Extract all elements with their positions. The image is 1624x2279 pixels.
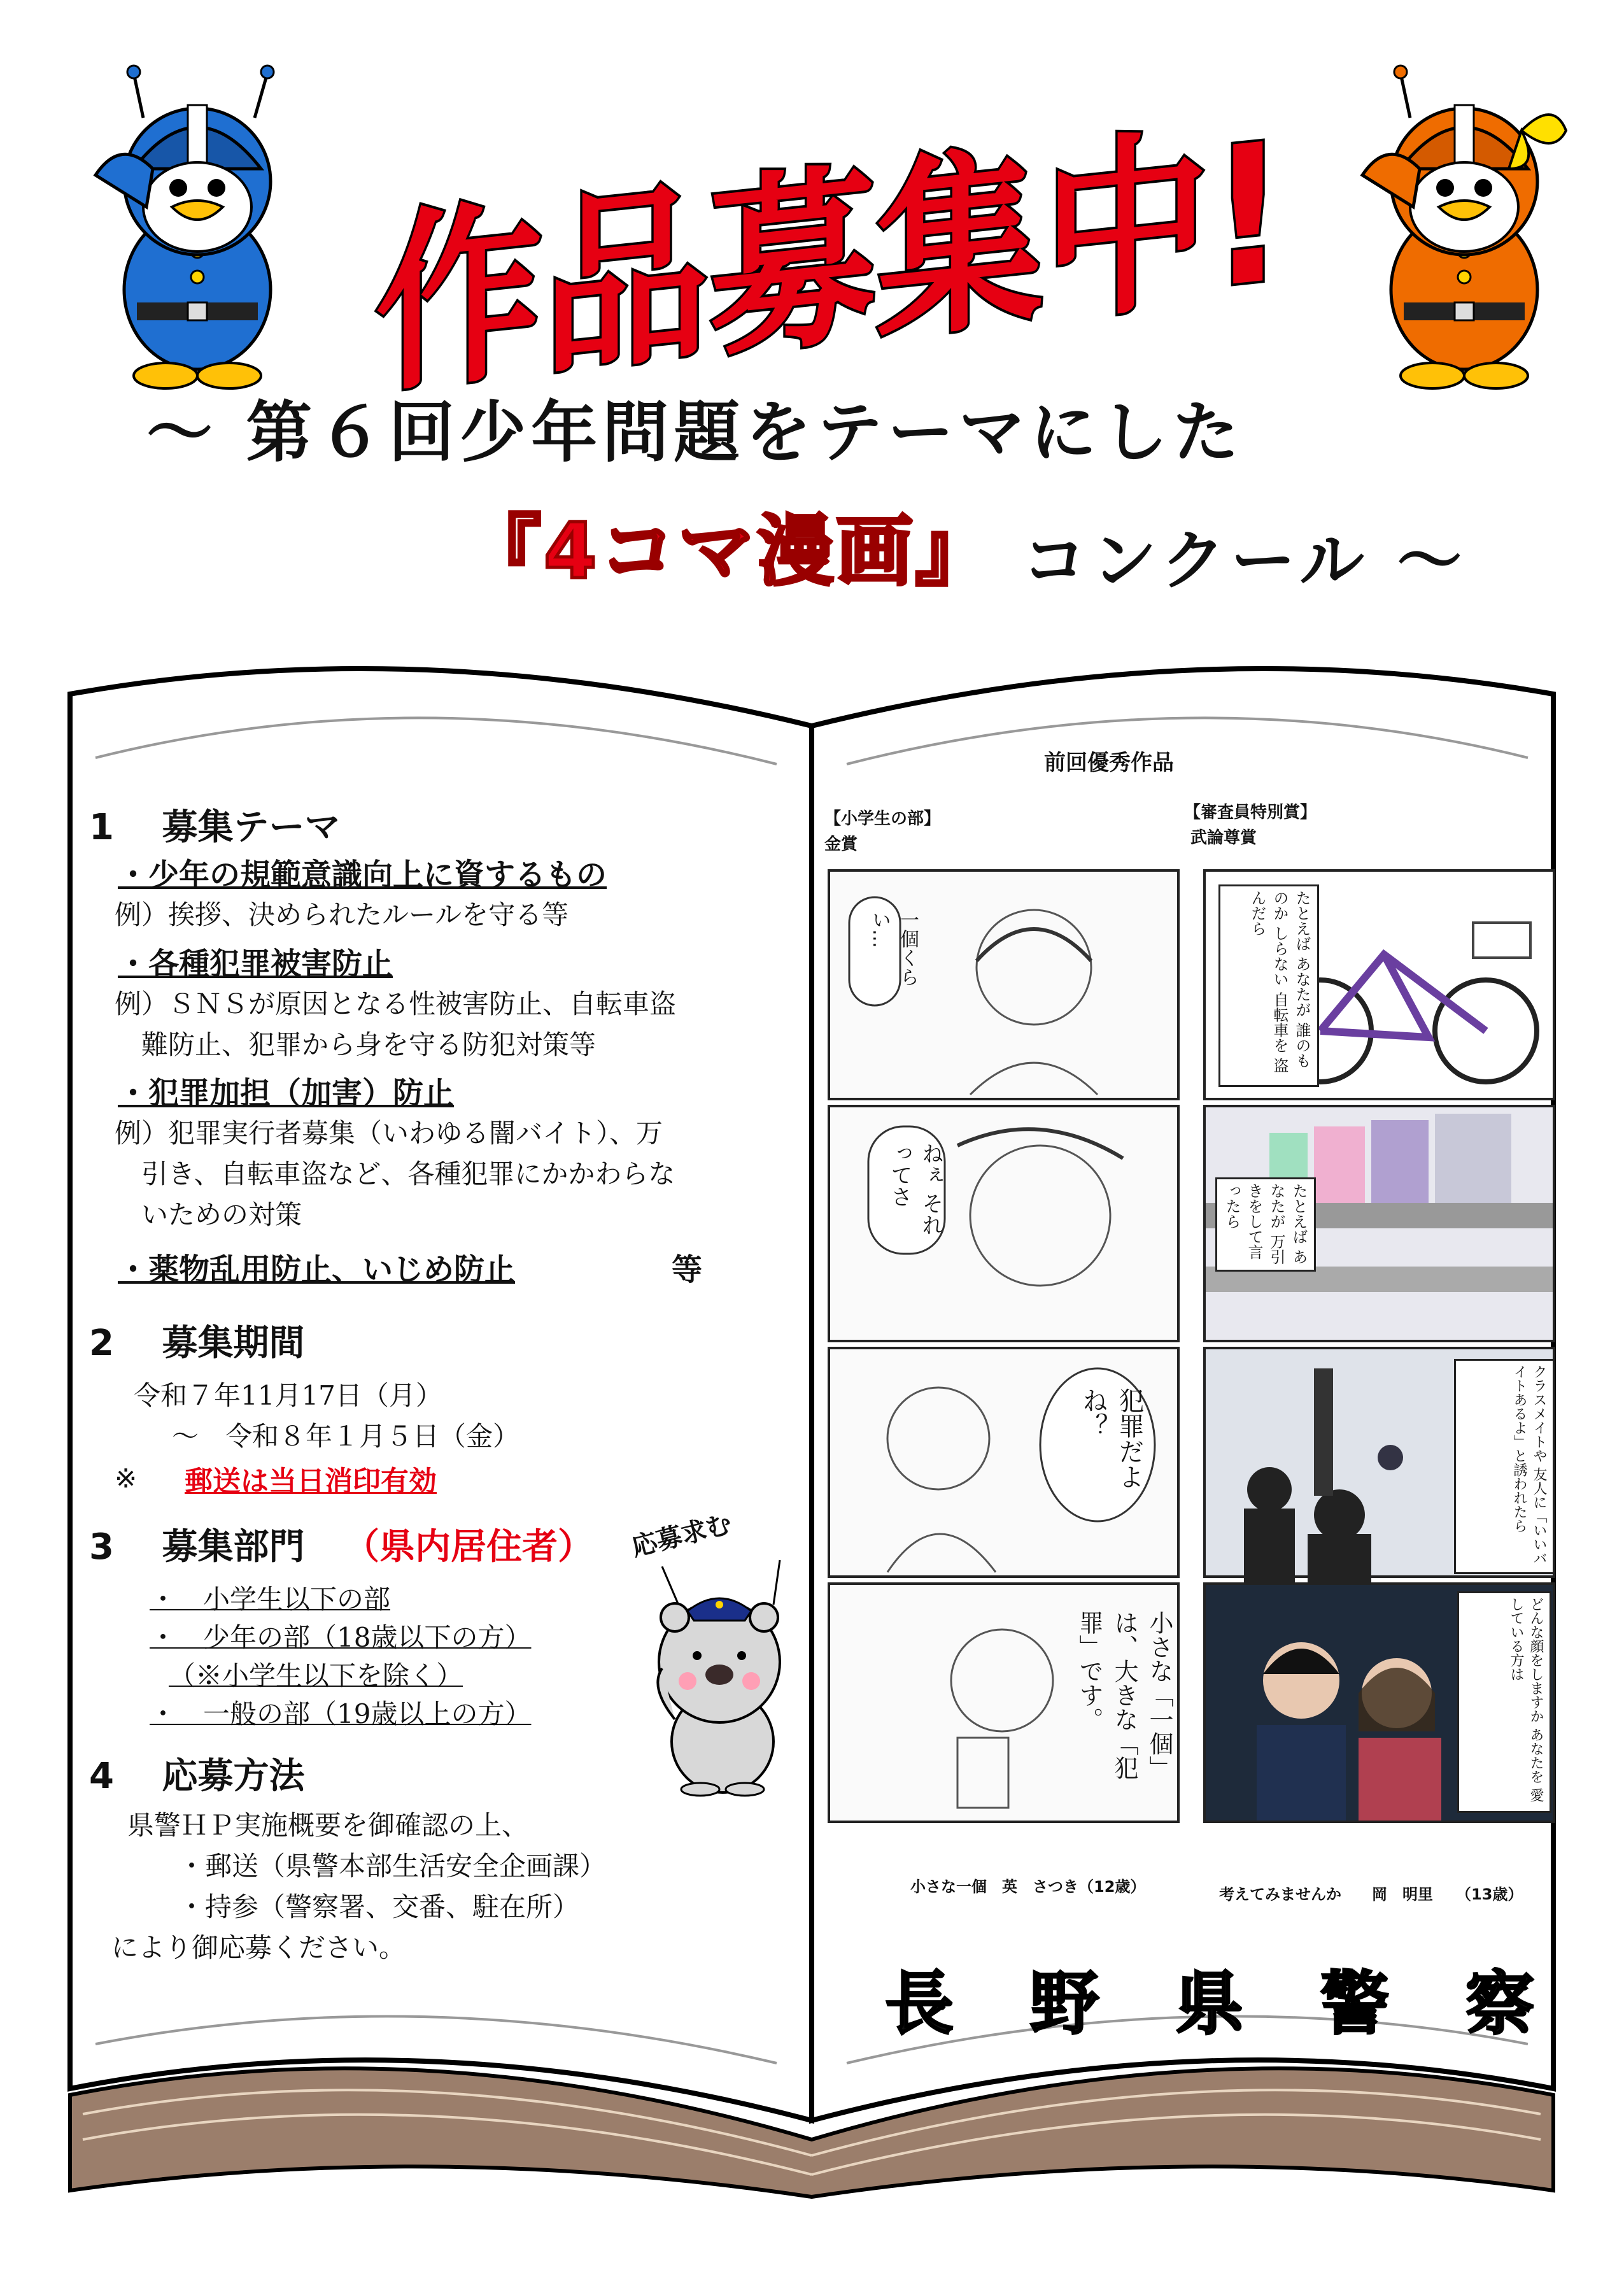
previous-works-title: 前回優秀作品 bbox=[1044, 750, 1174, 776]
right-award: 武論尊賞 bbox=[1190, 828, 1257, 848]
division-elementary: ・ 小学生以下の部 bbox=[150, 1584, 391, 1615]
left-work-caption: 小さな一個 英 さつき（12歳） bbox=[910, 1878, 1146, 1896]
division-general: ・ 一般の部（19歳以上の方） bbox=[150, 1698, 532, 1729]
comic-left-text-2: ねぇ それってさ bbox=[887, 1142, 943, 1236]
comic-right-text-2: たとえば あなたが 万引きをして言ったら bbox=[1215, 1177, 1316, 1272]
headline-text: 作品募集中! bbox=[376, 87, 1418, 419]
theme-2-example-1: 例）ＳＮＳが原因となる性被害防止、自転車盗 bbox=[115, 988, 677, 1019]
subtitle-red: 『4コマ漫画』 bbox=[465, 508, 994, 596]
postal-note: 郵送は当日消印有効 bbox=[185, 1465, 437, 1498]
section3-heading-red: （県内居住者） bbox=[344, 1526, 593, 1568]
theme-3-example-1: 例）犯罪実行者募集（いわゆる闇バイト）、万 bbox=[115, 1118, 663, 1149]
left-award: 金賞 bbox=[824, 835, 858, 854]
period-end: ～ 令和８年１月５日（金） bbox=[172, 1421, 520, 1452]
comic-left-panel-2 bbox=[828, 1105, 1180, 1342]
left-category: 【小学生の部】 bbox=[824, 809, 941, 828]
theme-3-example-2: 引き、自転車盗など、各種犯罪にかかわらな bbox=[115, 1158, 675, 1189]
section1-heading: 1 募集テーマ bbox=[89, 807, 341, 848]
comic-left-panel-4 bbox=[828, 1582, 1180, 1823]
girl-sketch-icon bbox=[830, 1107, 1177, 1340]
theme-4: ・薬物乱用防止、いじめ防止 bbox=[118, 1252, 516, 1288]
section3-heading: 3 募集部門 bbox=[89, 1526, 305, 1568]
comic-left-panel-3 bbox=[828, 1347, 1180, 1578]
comic-left-text-1: 一個くらい… bbox=[868, 910, 919, 986]
theme-1-example: 例）挨拶、決められたルールを守る等 bbox=[115, 899, 569, 930]
right-category: 【審査員特別賞】 bbox=[1184, 803, 1317, 822]
theme-3: ・犯罪加担（加害）防止 bbox=[118, 1076, 455, 1111]
comic-right-panel-1 bbox=[1203, 869, 1555, 1100]
headline bbox=[357, 87, 1418, 419]
comic-right-text-4: どんな顔をしますか あなたを 愛している方は bbox=[1457, 1591, 1551, 1813]
apply-line4: により御応募ください。 bbox=[111, 1932, 406, 1963]
comic-left-text-4: 小さな「一個」は、大きな「犯罪」です。 bbox=[1075, 1610, 1173, 1780]
comic-left-text-3: 犯罪だよね？ bbox=[1078, 1388, 1144, 1489]
theme-2: ・各種犯罪被害防止 bbox=[118, 946, 393, 982]
subtitle-line2: コンクール ～ bbox=[1022, 523, 1467, 599]
mascot-blue-icon bbox=[83, 60, 312, 392]
bear-mascot-icon bbox=[637, 1560, 802, 1796]
comic-right-panel-3 bbox=[1203, 1347, 1555, 1578]
organization-name: 長野県警察 bbox=[885, 1964, 1611, 2044]
comic-right-panel-4 bbox=[1203, 1582, 1555, 1823]
period-start: 令和７年11月17日（月） bbox=[134, 1380, 442, 1411]
theme-3-example-3: いための対策 bbox=[115, 1199, 302, 1230]
theme-1: ・少年の規範意識向上に資するもの bbox=[118, 857, 607, 893]
apply-bring: ・持参（警察署、交番、駐在所） bbox=[178, 1891, 580, 1922]
mascot-orange-icon bbox=[1350, 60, 1579, 392]
division-youth: ・ 少年の部（18歳以下の方） bbox=[150, 1622, 532, 1653]
subtitle-line1: ～ 第６回少年問題をテーマにした bbox=[146, 394, 1245, 471]
division-youth-note: （※小学生以下を除く） bbox=[169, 1660, 463, 1691]
comic-right-text-1: たとえば あなたが 誰のものか しらない 自転車を 盗んだら bbox=[1218, 884, 1319, 1087]
section2-heading: 2 募集期間 bbox=[89, 1323, 305, 1364]
comic-left-panel-1 bbox=[828, 869, 1180, 1100]
right-work-caption: 考えてみませんか 岡 明里 （13歳） bbox=[1219, 1885, 1523, 1903]
apply-line1: 県警ＨＰ実施概要を御確認の上、 bbox=[127, 1810, 529, 1841]
theme-2-example-2: 難防止、犯罪から身を守る防犯対策等 bbox=[115, 1029, 597, 1060]
theme-4-suffix: 等 bbox=[672, 1252, 703, 1288]
comic-right-panel-2 bbox=[1203, 1105, 1555, 1342]
note-mark: ※ bbox=[115, 1463, 138, 1494]
apply-post: ・郵送（県警本部生活安全企画課） bbox=[178, 1850, 607, 1882]
speech-text: 応募求む bbox=[628, 1509, 735, 1563]
section4-heading: 4 応募方法 bbox=[89, 1756, 305, 1797]
comic-right-text-3: クラスメイトや 友人に「いいバイトあるよ」と誘われたら bbox=[1454, 1359, 1555, 1574]
